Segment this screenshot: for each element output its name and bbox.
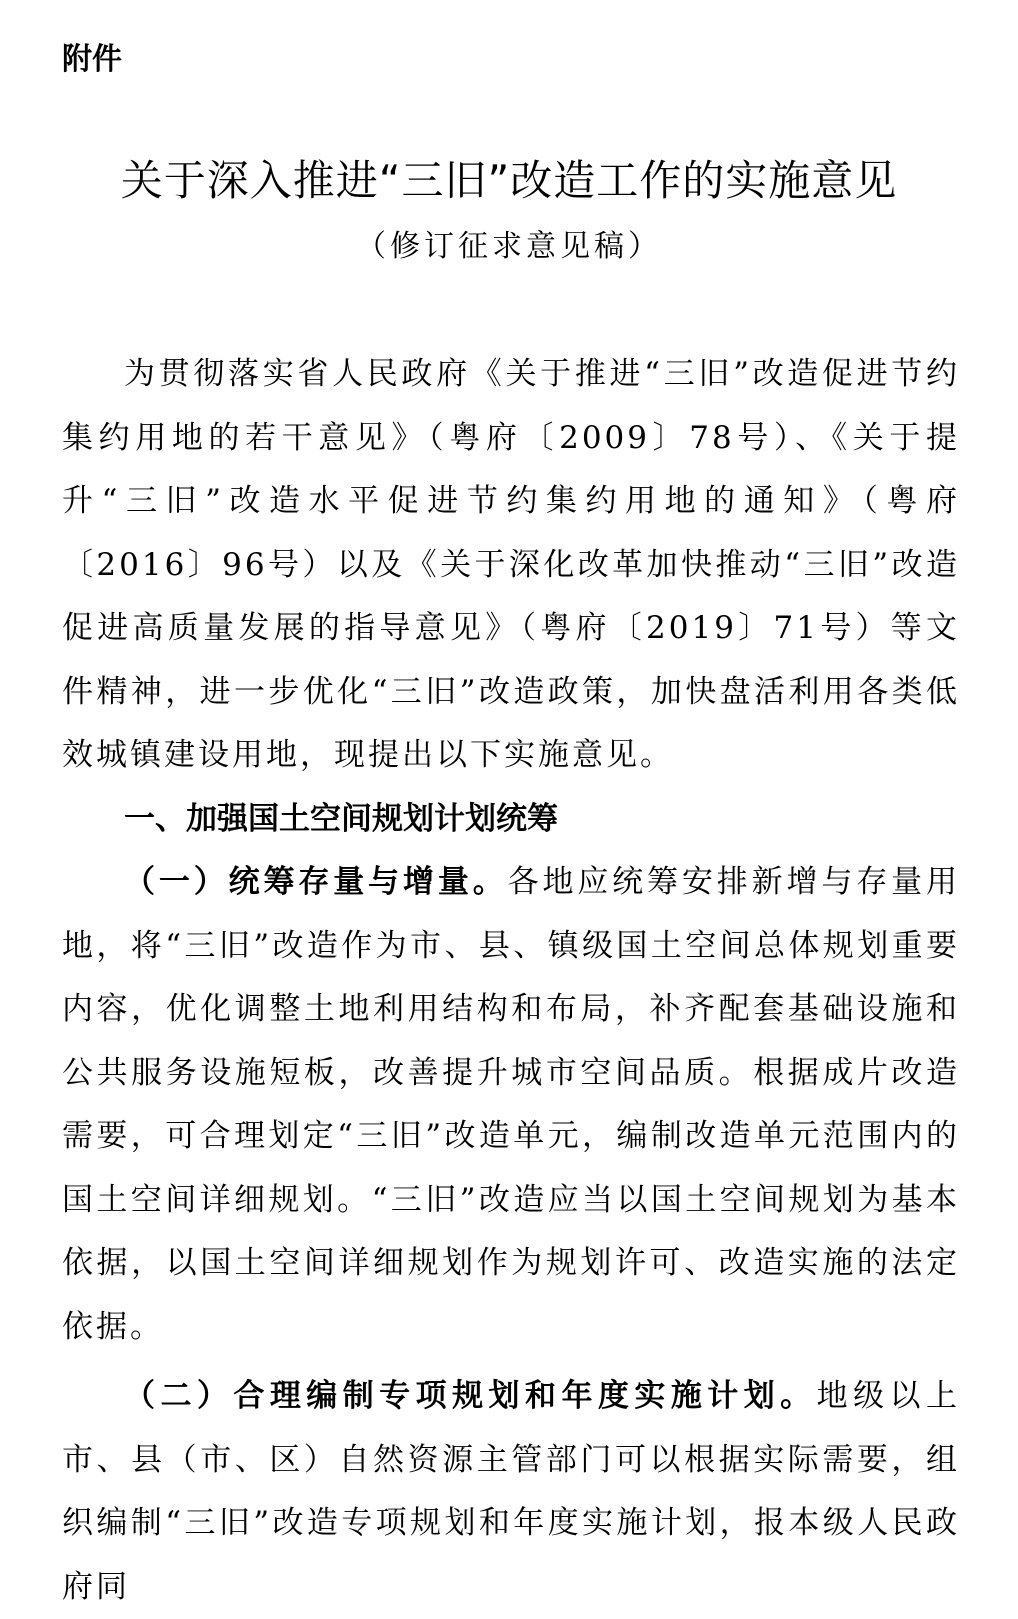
document-title: 关于深入推进“三旧”改造工作的实施意见 (120, 156, 898, 205)
item-1-lead: （一）统筹存量与增量。 (124, 864, 508, 900)
section-heading: 一、加强国土空间规划计划统筹 (124, 800, 558, 837)
document-body (62, 343, 960, 1619)
intro-paragraph: 为贯彻落实省人民政府《关于推进“三旧”改造促进节约集约用地的若干意见》（粤府〔2009〕78号）、《关于提升“三旧”改造水平促进节约集约用地的通知》（粤府〔2016〕96号）以及《关于深化改革加快推动“三旧”改造促进高质量发展的指导意见》（粤府〔2019〕71号）等文件精神，进一步优化“三旧”改造政策，加快盘活利用各类低效城镇建设用地，现提出以下实施意见。 (62, 356, 960, 773)
item-2-text: 地级以上市、县（市、区）自然资源主管部门可以根据实际需要，组织编制“三旧”改造专项规划和年度实施计划，报本级人民政府同 (62, 1378, 961, 1605)
attachment-label: 附件 (62, 42, 122, 77)
item-1-paragraph (62, 851, 960, 1359)
item-2-lead: （二）合理编制专项规划和年度实施计划。 (124, 1378, 817, 1414)
item-2-paragraph (62, 1365, 960, 1619)
document-subtitle: （修订征求意见稿） (356, 229, 662, 264)
item-1-text: 各地应统筹安排新增与存量用地，将“三旧”改造作为市、县、镇级国土空间总体规划重要内容，优化调整土地利用结构和布局，补齐配套基础设施和公共服务设施短板，改善提升城市空间品质。根据成片改造需要，可合理划定“三旧”改造单元，编制改造单元范围内的国土空间详细规划。“三旧”改造应当以国土空间规划为基本依据，以国土空间详细规划作为规划许可、改造实施的法定依据。 (62, 864, 961, 1345)
